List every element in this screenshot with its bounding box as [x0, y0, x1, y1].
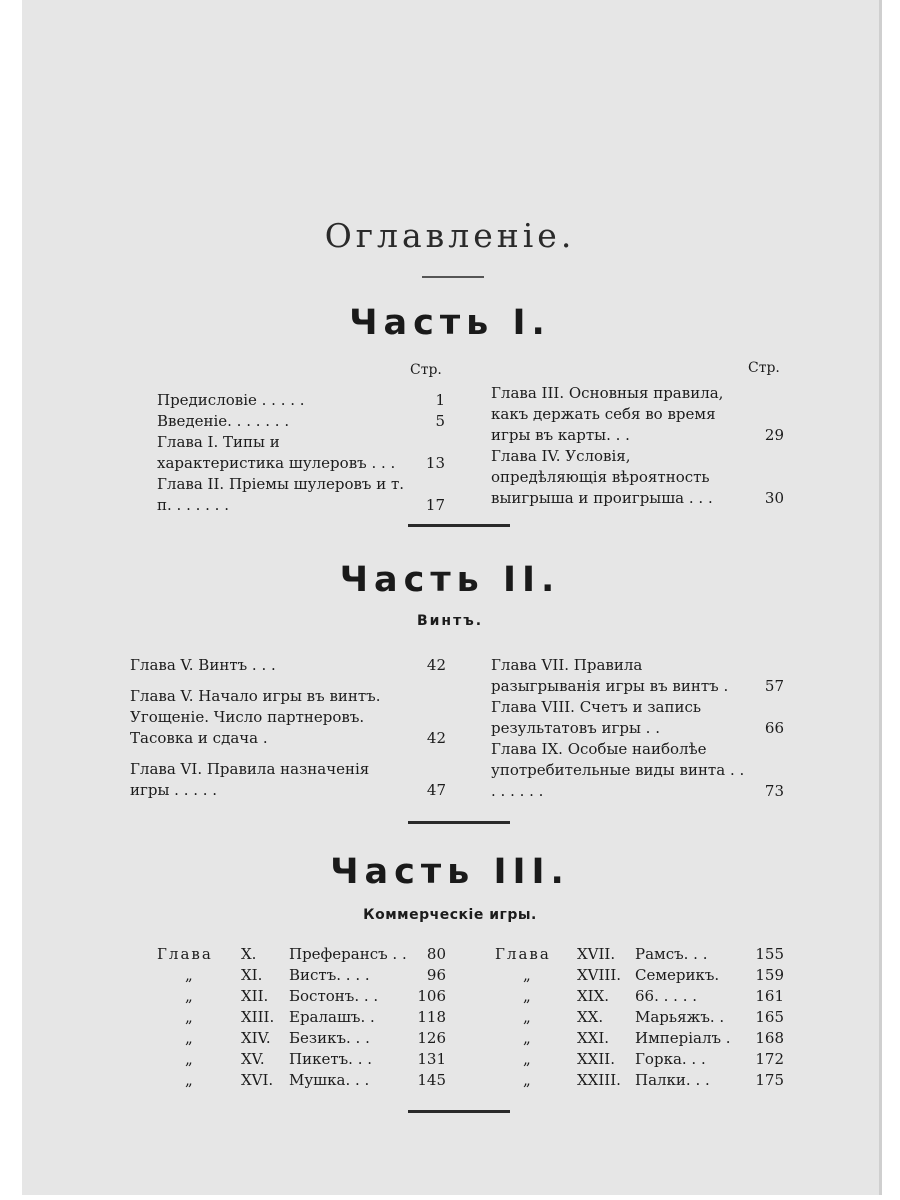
part-2-left-column: [130, 655, 446, 801]
chapter-title: Имперіалъ .: [635, 1029, 731, 1047]
part-2-right-column: [491, 655, 784, 802]
chapter-label: Глава: [157, 945, 213, 963]
chapter-number: X.: [241, 945, 257, 963]
toc-entry-page: 66: [764, 719, 784, 737]
toc-entry-page: 42: [426, 729, 446, 747]
ditto-mark: „: [523, 966, 533, 984]
part-1-heading: Часть I.: [349, 303, 551, 343]
index-row: [157, 986, 446, 1007]
part-3-right-index: [495, 944, 784, 1091]
chapter-number: XVIII.: [577, 966, 622, 984]
toc-entry: [491, 739, 784, 802]
part-1-left-column: [157, 390, 445, 516]
part-1-divider: [408, 524, 510, 527]
title-divider: [422, 276, 484, 278]
index-row: [157, 965, 446, 986]
chapter-title: Пикетъ. . .: [289, 1050, 373, 1068]
chapter-number: XVII.: [577, 945, 616, 963]
chapter-page: 161: [755, 987, 784, 1005]
toc-entry-title: Введеніе. . . . . . .: [157, 412, 290, 430]
chapter-number: XII.: [241, 987, 269, 1005]
toc-entry-page: 47: [426, 781, 446, 799]
part-3-subtitle: Коммерческіе игры.: [363, 907, 537, 923]
chapter-title: Палки. . .: [635, 1071, 710, 1089]
toc-entry-title: Глава VII. Правила разыгрыванія игры въ винтъ .: [491, 656, 729, 695]
toc-entry: [130, 686, 446, 749]
part-3-left-index: [157, 944, 446, 1091]
toc-entry: [157, 432, 445, 474]
toc-entry-title: Глава III. Основныя правила, какъ держать себя во время игры въ карты. . .: [491, 384, 724, 444]
chapter-page: 118: [417, 1008, 446, 1026]
toc-entry-page: 17: [425, 496, 445, 514]
chapter-number: XIX.: [577, 987, 610, 1005]
toc-entry: [130, 655, 446, 676]
chapter-page: 172: [755, 1050, 784, 1068]
ditto-mark: „: [523, 1029, 533, 1047]
toc-entry-page: 5: [435, 412, 445, 430]
index-row: [495, 986, 784, 1007]
toc-entry-page: 29: [764, 426, 784, 444]
chapter-page: 165: [755, 1008, 784, 1026]
chapter-number: XIV.: [241, 1029, 271, 1047]
chapter-title: Вистъ. . . .: [289, 966, 370, 984]
toc-entry: [491, 383, 784, 446]
chapter-title: Марьяжъ. .: [635, 1008, 725, 1026]
index-row: [157, 1007, 446, 1028]
chapter-page: 159: [755, 966, 784, 984]
index-row: [495, 944, 784, 965]
page-label-left: Стр.: [410, 362, 442, 378]
chapter-page: 96: [426, 966, 446, 984]
part-3-heading: Часть III.: [330, 852, 570, 892]
toc-entry: [130, 759, 446, 801]
part-2-subtitle: Винтъ.: [416, 613, 484, 629]
chapter-number: XVI.: [241, 1071, 274, 1089]
toc-entry-title: Глава IV. Условія, опредѣляющія вѣроятность выигрыша и проигрыша . . .: [491, 447, 713, 507]
entry-gap: [130, 749, 446, 759]
ditto-mark: „: [523, 1008, 533, 1026]
ditto-mark: „: [523, 1071, 533, 1089]
ditto-mark: „: [523, 987, 533, 1005]
index-row: [495, 1049, 784, 1070]
chapter-number: XX.: [577, 1008, 604, 1026]
chapter-page: 168: [755, 1029, 784, 1047]
toc-entry-page: 73: [764, 782, 784, 800]
chapter-number: XXI.: [577, 1029, 610, 1047]
toc-entry: [491, 655, 784, 697]
chapter-title: Мушка. . .: [289, 1071, 370, 1089]
chapter-page: 106: [417, 987, 446, 1005]
chapter-page: 80: [426, 945, 446, 963]
chapter-title: Семерикъ.: [635, 966, 720, 984]
chapter-page: 155: [755, 945, 784, 963]
toc-entry: [157, 390, 445, 411]
toc-entry: [157, 474, 445, 516]
chapter-page: 126: [417, 1029, 446, 1047]
page-label-right: Стр.: [748, 360, 780, 376]
chapter-title: Бостонъ. . .: [289, 987, 379, 1005]
chapter-title: Безикъ. . .: [289, 1029, 370, 1047]
toc-entry-title: Глава V. Винтъ . . .: [130, 656, 276, 674]
toc-entry-title: Глава IX. Особые наиболѣе употребительные виды винта . . . . . . . .: [491, 740, 745, 800]
chapter-title: Преферансъ . .: [289, 945, 407, 963]
ditto-mark: „: [185, 1029, 195, 1047]
index-row: [495, 965, 784, 986]
index-row: [157, 944, 446, 965]
toc-entry: [491, 446, 784, 509]
toc-entry-title: Глава II. Пріемы шулеровъ и т. п. . . . . . .: [157, 475, 405, 514]
part-2-heading: Часть II.: [339, 560, 561, 600]
toc-entry-title: Предисловіе . . . . .: [157, 391, 305, 409]
chapter-page: 131: [417, 1050, 446, 1068]
ditto-mark: „: [185, 1071, 195, 1089]
chapter-title: Горка. . .: [635, 1050, 706, 1068]
ditto-mark: „: [523, 1050, 533, 1068]
chapter-number: XI.: [241, 966, 263, 984]
chapter-number: XXIII.: [577, 1071, 621, 1089]
chapter-title: Ералашъ. .: [289, 1008, 375, 1026]
chapter-number: XXII.: [577, 1050, 615, 1068]
ditto-mark: „: [185, 987, 195, 1005]
index-row: [495, 1028, 784, 1049]
ditto-mark: „: [185, 1050, 195, 1068]
index-row: [495, 1070, 784, 1091]
index-row: [157, 1070, 446, 1091]
index-row: [157, 1049, 446, 1070]
toc-entry-title: Глава V. Начало игры въ винтъ. Угощеніе. Число партнеровъ. Тасовка и сдача .: [130, 687, 381, 747]
entry-gap: [130, 676, 446, 686]
chapter-number: XIII.: [241, 1008, 275, 1026]
ditto-mark: „: [185, 966, 195, 984]
toc-entry-title: Глава I. Типы и характеристика шулеровъ . . .: [157, 433, 396, 472]
chapter-title: Рамсъ. . .: [635, 945, 708, 963]
index-row: [495, 1007, 784, 1028]
part-1-right-column: [491, 383, 784, 509]
toc-entry-page: 30: [764, 489, 784, 507]
index-row: [157, 1028, 446, 1049]
toc-entry-page: 42: [426, 656, 446, 674]
page-title: Оглавленіе.: [324, 216, 576, 255]
part-2-divider: [408, 821, 510, 824]
chapter-number: XV.: [241, 1050, 265, 1068]
toc-entry-page: 1: [435, 391, 445, 409]
chapter-label: Глава: [495, 945, 551, 963]
toc-entry: [491, 697, 784, 739]
chapter-title: 66. . . . .: [635, 987, 697, 1005]
toc-entry-title: Глава VI. Правила назначенія игры . . . . .: [130, 760, 370, 799]
ditto-mark: „: [185, 1008, 195, 1026]
toc-entry-page: 13: [425, 454, 445, 472]
toc-entry: [157, 411, 445, 432]
chapter-page: 175: [755, 1071, 784, 1089]
chapter-page: 145: [417, 1071, 446, 1089]
part-3-divider: [408, 1110, 510, 1113]
toc-entry-title: Глава VIII. Счетъ и запись результатовъ игры . .: [491, 698, 702, 737]
toc-entry-page: 57: [764, 677, 784, 695]
